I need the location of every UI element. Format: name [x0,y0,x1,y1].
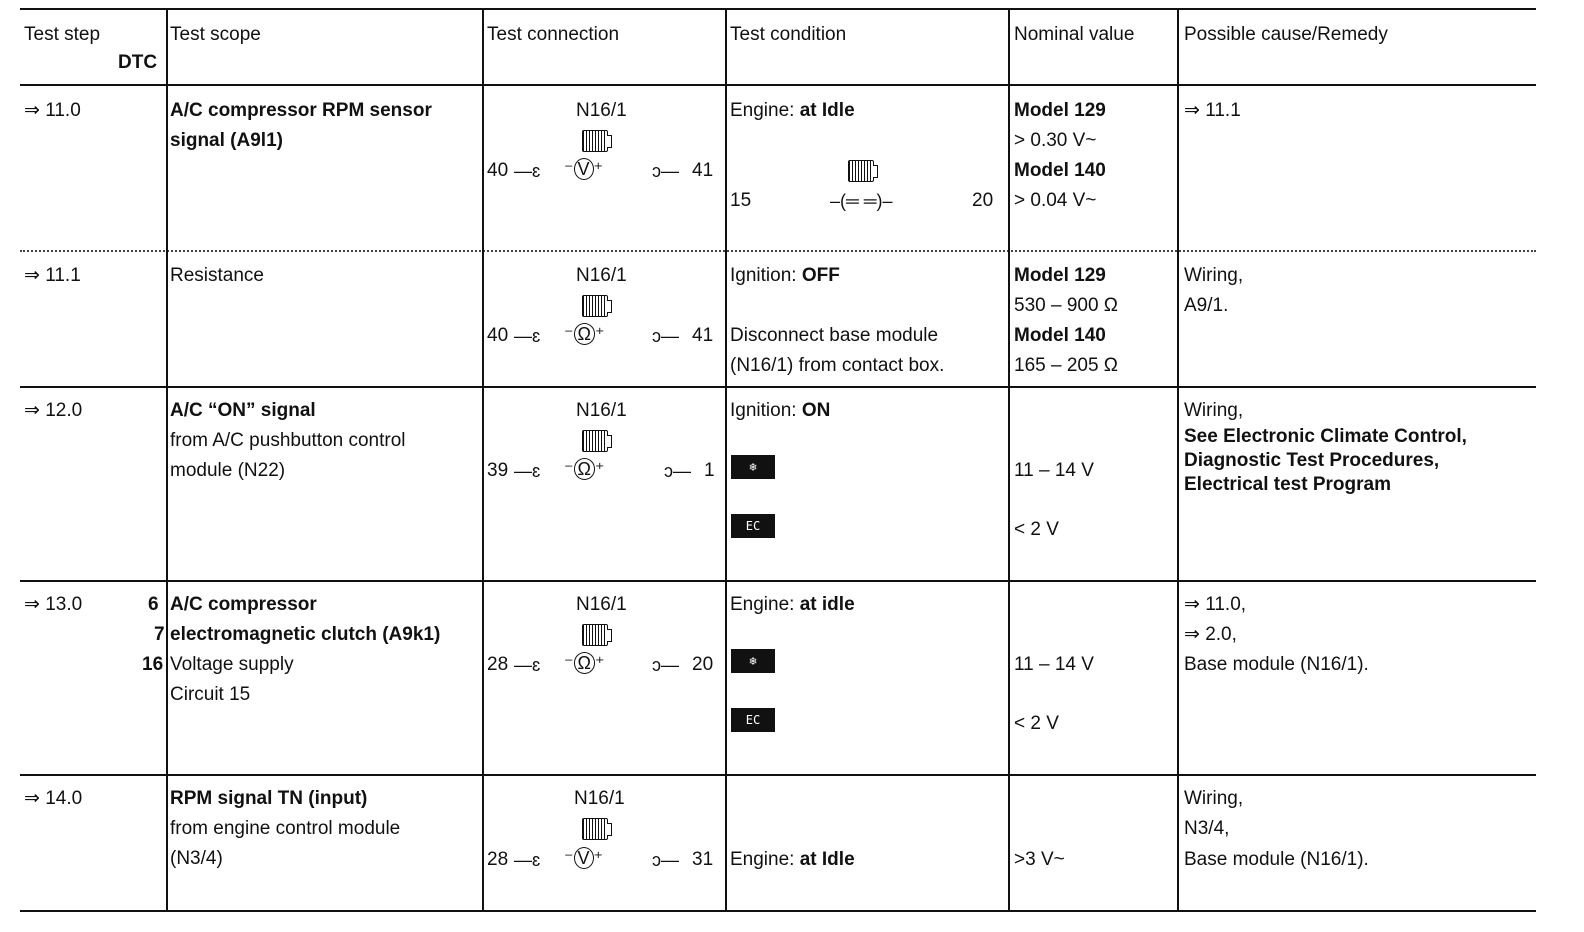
nominal-line: 165 – 205 Ω [1014,355,1119,376]
row-step: ⇒ 11.1 [24,265,81,286]
probe-right-icon: ɔ— [652,655,679,675]
meter-symbol: V [574,158,594,180]
row-step: ⇒ 14.0 [24,788,83,809]
remedy-line: ⇒ 11.1 [1184,100,1241,121]
probe-right-icon: ɔ— [652,326,679,346]
module-label: N16/1 [576,400,627,421]
row-divider [20,386,1536,388]
row-step: ⇒ 12.0 [24,400,83,421]
condition-prefix: Engine: [730,594,800,615]
module-label: N16/1 [576,100,627,121]
condition-value: at Idle [799,849,855,870]
meter-symbol: V [574,847,594,869]
pin-left: 39 [487,460,509,481]
nominal-line: < 2 V [1014,519,1059,540]
connector-plug-icon [582,624,608,646]
row-scope-line: electromagnetic clutch (A9k1) [170,624,441,645]
economy-button-icon: EC [731,708,775,732]
connector-plug-icon [582,430,608,452]
row-scope-line: A/C compressor RPM sensor [170,100,432,121]
dtc-code: 16 [142,654,164,675]
remedy-line: Diagnostic Test Procedures, [1184,450,1440,471]
nominal-line: < 2 V [1014,713,1059,734]
condition-label [730,96,855,126]
nominal-line: Model 140 [1014,325,1106,346]
row-scope-line: module (N22) [170,460,286,481]
condition-value: OFF [801,265,840,286]
pin-right: 41 [692,325,714,346]
voltmeter-icon: ⁻ V ⁺ [564,848,604,868]
defrost-button-icon: ❄ [731,649,775,673]
connector-plug-icon [848,160,874,182]
row-scope-line: from A/C pushbutton control [170,430,406,451]
header-test-step: Test step [24,24,101,45]
probe-right-icon: ɔ— [652,161,679,181]
nominal-line: > 0.04 V~ [1014,190,1097,211]
row-divider-dotted [20,250,1536,252]
remedy-line: Wiring, [1184,400,1244,421]
remedy-line: N3/4, [1184,818,1230,839]
condition-value: at idle [799,594,855,615]
row-step: ⇒ 11.0 [24,100,81,121]
economy-button-icon: EC [731,514,775,538]
row-scope-line: signal (A9l1) [170,130,283,151]
connector-plug-icon [582,295,608,317]
nominal-line: >3 V~ [1014,849,1065,870]
bottom-rule [20,910,1536,912]
condition-label [730,396,830,426]
remedy-line: ⇒ 11.0, [1184,594,1247,615]
condition-label [730,590,855,620]
header-test-condition: Test condition [730,24,847,45]
row-scope-line: (N3/4) [170,848,223,869]
row-scope-line: Voltage supply [170,654,294,675]
col-divider [482,8,484,912]
module-label: N16/1 [576,594,627,615]
condition-label [730,845,855,875]
nominal-line: Model 129 [1014,100,1106,121]
probe-left-icon: —ɛ [514,850,541,870]
remedy-line: See Electronic Climate Control, [1184,426,1467,447]
header-remedy: Possible cause/Remedy [1184,24,1388,45]
row-divider [20,580,1536,582]
remedy-line: Base module (N16/1). [1184,654,1369,675]
connector-plug-icon [582,818,608,840]
probe-left-icon: —ɛ [514,655,541,675]
row-scope-line: A/C compressor [170,594,317,615]
col-divider [1177,8,1179,912]
row-step: ⇒ 13.0 [24,594,83,615]
pin-right: 20 [692,654,714,675]
row-scope-line: from engine control module [170,818,401,839]
remedy-line: Wiring, [1184,265,1244,286]
header-test-scope: Test scope [170,24,261,45]
pin-right: 20 [972,190,994,211]
condition-prefix: Engine: [730,849,800,870]
row-scope-line: A/C “ON” signal [170,400,316,421]
jumper-icon: –(═ ═)– [830,191,893,211]
remedy-line: Base module (N16/1). [1184,849,1369,870]
probe-left-icon: —ɛ [514,326,541,346]
condition-label [730,261,840,291]
probe-left-icon: —ɛ [514,461,541,481]
nominal-line: 11 – 14 V [1014,654,1094,675]
nominal-line: 11 – 14 V [1014,460,1094,481]
header-nominal-value: Nominal value [1014,24,1135,45]
pin-left: 15 [730,190,752,211]
meter-symbol: Ω [574,323,595,345]
header-rule [20,84,1536,86]
remedy-line: A9/1. [1184,295,1229,316]
remedy-line: Wiring, [1184,788,1244,809]
ohmmeter-icon: ⁻ Ω ⁺ [564,324,605,344]
module-label: N16/1 [574,788,625,809]
pin-right: 41 [692,160,714,181]
probe-right-icon: ɔ— [652,850,679,870]
condition-line: (N16/1) from contact box. [730,355,945,376]
remedy-line: Electrical test Program [1184,474,1391,495]
condition-prefix: Ignition: [730,265,802,286]
ohmmeter-icon: ⁻ Ω ⁺ [564,459,605,479]
pin-left: 28 [487,849,509,870]
voltmeter-icon: ⁻ V ⁺ [564,159,604,179]
top-rule [20,8,1536,10]
pin-left: 28 [487,654,509,675]
col-divider [166,8,168,912]
probe-right-icon: ɔ— [664,461,691,481]
row-scope-line: Circuit 15 [170,684,251,705]
col-divider [1008,8,1010,912]
pin-left: 40 [487,160,509,181]
nominal-line: Model 129 [1014,265,1106,286]
nominal-line: 530 – 900 Ω [1014,295,1119,316]
dtc-code: 7 [154,624,165,645]
pin-right: 1 [704,460,715,481]
pin-left: 40 [487,325,509,346]
col-divider [725,8,727,912]
module-label: N16/1 [576,265,627,286]
condition-line: Disconnect base module [730,325,939,346]
connector-plug-icon [582,130,608,152]
condition-value: ON [801,400,831,421]
defrost-button-icon: ❄ [731,455,775,479]
condition-prefix: Ignition: [730,400,802,421]
ohmmeter-icon: ⁻ Ω ⁺ [564,653,605,673]
probe-left-icon: —ɛ [514,161,541,181]
header-dtc: DTC [118,52,158,73]
nominal-line: Model 140 [1014,160,1106,181]
condition-value: at Idle [799,100,855,121]
meter-symbol: Ω [574,652,595,674]
meter-symbol: Ω [574,458,595,480]
condition-prefix: Engine: [730,100,800,121]
row-scope-line: RPM signal TN (input) [170,788,368,809]
row-divider [20,774,1536,776]
row-scope-line: Resistance [170,265,264,286]
remedy-line: ⇒ 2.0, [1184,624,1237,645]
pin-right: 31 [692,849,714,870]
nominal-line: > 0.30 V~ [1014,130,1097,151]
header-test-connection: Test connection [487,24,620,45]
dtc-code: 6 [148,594,159,615]
